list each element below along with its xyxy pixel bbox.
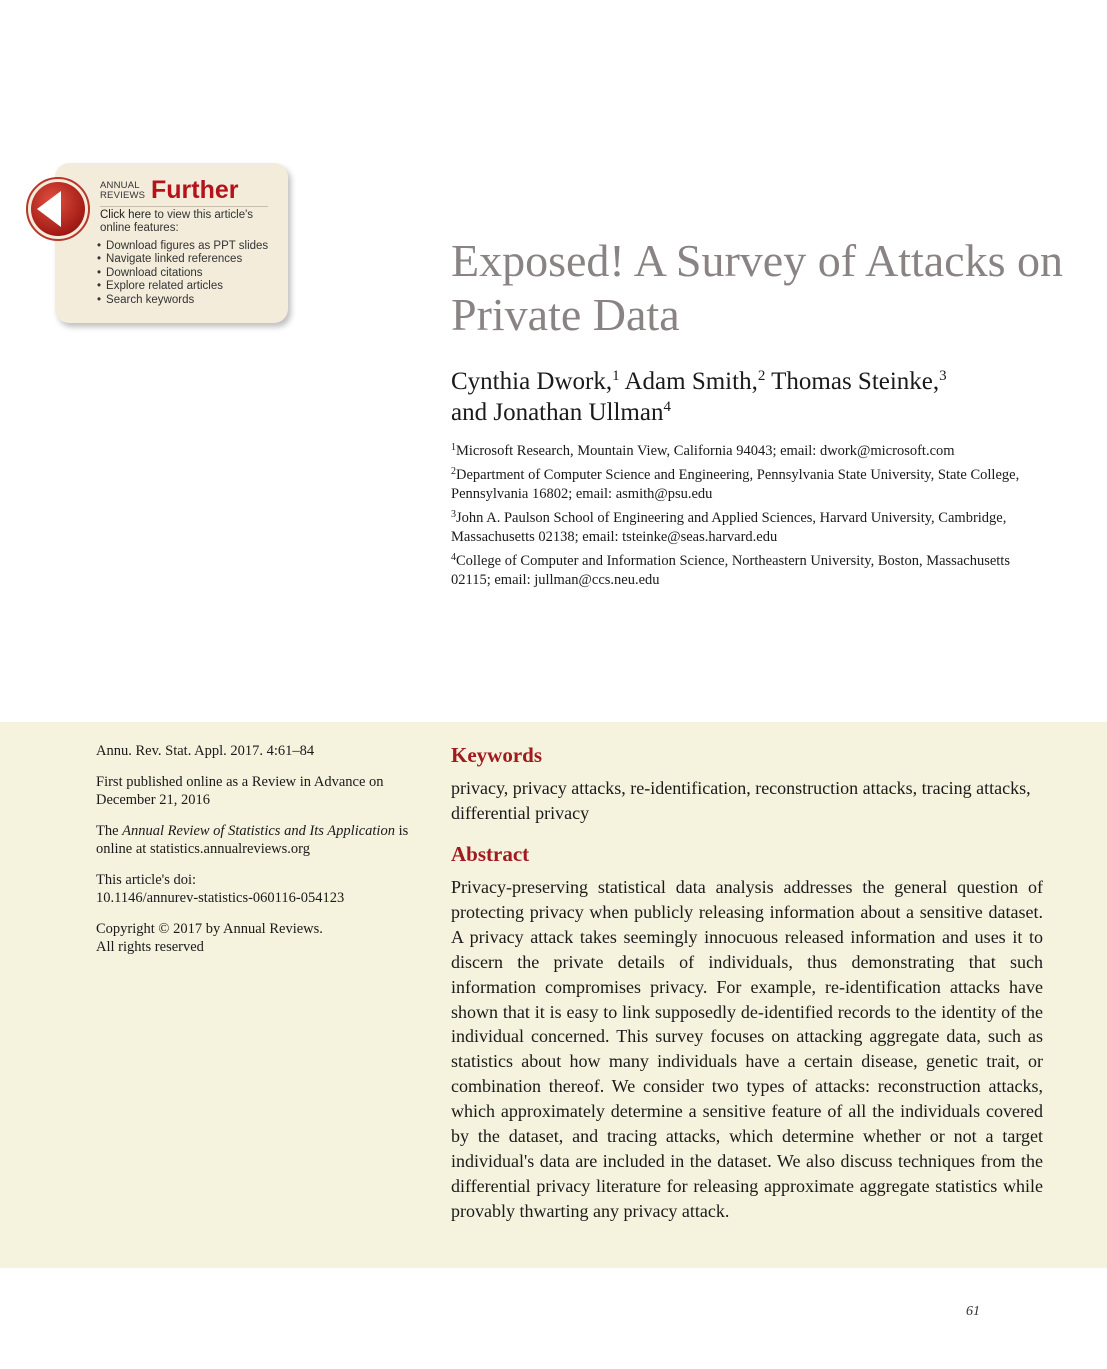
abstract-text: Privacy-preserving statistical data analysis addresses the general question of protecting privacy when publicly releasing information about a sensitive dataset. A privacy attack takes seemingly innocuous released information and uses it to discern the private details of individuals, thus demonstrating that such information compromises privacy. For example, re-identification attacks have shown that it is easy to link supposedly de-identified records to the identity of the individual concerned. This survey focuses on attacking aggregate data, such as statistics about how many individuals have a certain disease, genetic trait, or combination thereof. We consider two types of attacks: reconstruction attacks, which approximately determine a sensitive feature of all the individuals covered by the dataset, and tracing attacks, which determine whether or not a target individual's data are included in the dataset. We also discuss techniques from the differential privacy literature for releasing approximate aggregate statistics while provably thwarting any privacy attack. [451,877,1043,1221]
further-description: Click here to view this article's online features: [100,209,254,234]
author-list: Cynthia Dwork,$^1$ Adam Smith,$^2$ Thomas Steinke,$^3$ and Jonathan Ullman$^4$ [451,368,947,426]
feature-explore-related[interactable]: • Explore related articles [97,280,268,293]
further-title: Further [151,176,239,204]
journal-info: The Annual Review of Statistics and Its Application is online at statistics.annualreviews.org [96,822,409,857]
abstract-heading: Abstract [451,842,530,866]
page-number: 61 [966,1304,980,1319]
author-name: Cynthia Dwork, [451,368,613,395]
keywords-text: privacy, privacy attacks, re-identification, reconstruction attacks, tracing attacks, differential privacy [451,778,1031,823]
copyright: Copyright © 2017 by Annual Reviews. All rights reserved [96,920,323,955]
keywords-heading: Keywords [451,743,542,767]
affiliation: $^1$Microsoft Research, Mountain View, California 94043; email: dwork@microsoft.com [451,442,955,459]
feature-search-keywords[interactable]: • Search keywords [97,294,268,307]
feature-navigate-references[interactable]: • Navigate linked references [97,253,268,266]
affiliation: $^3$John A. Paulson School of Engineering and Applied Sciences, Harvard University, Cambridge, Massachusetts 02138; email: tsteinke@seas.harvard.edu [451,509,1007,545]
citation: Annu. Rev. Stat. Appl. 2017. 4:61–84 [96,743,315,759]
article-title: Exposed! A Survey of Attacks on Private Data [451,235,1063,340]
author-name: and Jonathan Ullman [451,399,664,426]
affiliation: $^4$College of Computer and Information Science, Northeastern University, Boston, Massachusetts 02115; email: jullman@ccs.neu.edu [451,552,1010,588]
affiliation-list [451,442,1051,595]
author-name: Thomas Steinke, [765,368,940,395]
publication-meta [96,742,416,969]
annual-reviews-logo: ANNUAL REVIEWS [100,180,146,201]
author-name: Adam Smith, [619,368,758,395]
affiliation: $^2$Department of Computer Science and Engineering, Pennsylvania State University, State College, Pennsylvania 16802; email: asmith@psu.edu [451,466,1020,502]
feature-download-citations[interactable]: • Download citations [97,267,268,280]
feature-download-figures[interactable]: • Download figures as PPT slides [97,240,268,253]
further-feature-list [97,240,268,307]
doi-link[interactable]: 10.1146/annurev-statistics-060116-054123 [96,890,345,906]
doi-info: This article's doi: 10.1146/annurev-statistics-060116-054123 [96,871,345,906]
play-arrow-icon[interactable] [25,176,91,242]
click-here-link[interactable]: Click here [100,209,152,221]
published-date: First published online as a Review in Advance on December 21, 2016 [96,773,384,808]
divider [100,206,268,207]
